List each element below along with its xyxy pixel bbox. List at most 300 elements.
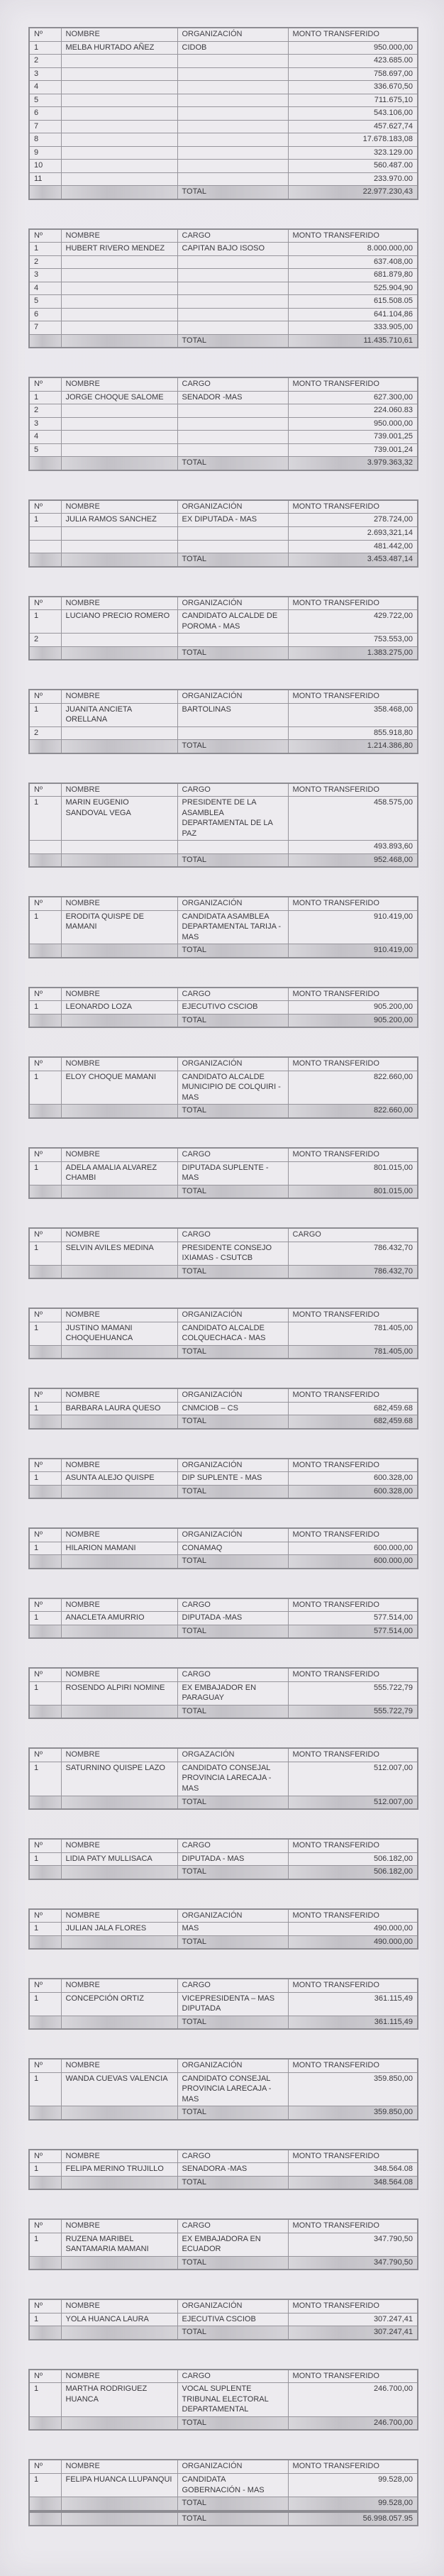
col-header-organizacion-cargo: CARGO — [177, 1668, 288, 1681]
col-header-n: Nº — [29, 1839, 61, 1852]
total-label: TOTAL — [177, 1796, 288, 1809]
col-header-nombre: NOMBRE — [61, 377, 177, 391]
total-amount: 600.328,00 — [288, 1485, 418, 1498]
cell-name: SELVIN AVILES MEDINA — [61, 1242, 177, 1265]
cell-n: 3 — [29, 269, 61, 282]
cell-org: EX EMBAJADOR EN PARAGUAY — [177, 1681, 288, 1705]
total-amount: 905.200,00 — [288, 1014, 418, 1027]
cell-amount: 429.722,00 — [288, 610, 418, 634]
table-row — [29, 443, 418, 457]
total-row — [29, 1705, 418, 1718]
cell-amount: 278.724,00 — [288, 514, 418, 527]
header-row — [29, 988, 418, 1001]
cell-name: LEONARDO LOZA — [61, 1001, 177, 1015]
total-row — [29, 553, 418, 567]
transfer-tables-container — [0, 27, 444, 2511]
total-row — [29, 853, 418, 867]
cell-org: CANDIDATO CONSEJAL PROVINCIA LARECAJA - MAS — [177, 2072, 288, 2106]
header-row — [29, 1057, 418, 1071]
table-row — [29, 1542, 418, 1555]
table-row — [29, 1681, 418, 1705]
total-label: TOTAL — [177, 2016, 288, 2029]
col-header-nombre: NOMBRE — [61, 1748, 177, 1762]
cell-n: 5 — [29, 94, 61, 107]
cell-n — [29, 1265, 61, 1278]
col-header-n: Nº — [29, 690, 61, 703]
total-amount: 786.432,70 — [288, 1265, 418, 1278]
table-row — [29, 81, 418, 94]
col-header-nombre: NOMBRE — [61, 2460, 177, 2473]
total-row — [29, 1265, 418, 1278]
cell-name: JULIA RAMOS SANCHEZ — [61, 514, 177, 527]
cell-n — [29, 646, 61, 660]
header-row — [29, 1668, 418, 1681]
transfer-table — [28, 2058, 418, 2121]
col-header-nombre: NOMBRE — [61, 1528, 177, 1542]
col-header-n: Nº — [29, 1748, 61, 1762]
cell-org — [177, 94, 288, 107]
total-label: TOTAL — [177, 2176, 288, 2189]
cell-name — [61, 2016, 177, 2029]
cell-n: 1 — [29, 1161, 61, 1185]
col-header-organizacion-cargo: ORGANIZACIÓN — [177, 28, 288, 41]
cell-n: 7 — [29, 321, 61, 335]
col-header-nombre: NOMBRE — [61, 597, 177, 610]
transfer-table — [28, 1598, 418, 1640]
cell-n — [29, 1625, 61, 1638]
cell-n — [29, 1185, 61, 1198]
transfer-table — [28, 689, 418, 754]
cell-amount: 307.247,41 — [288, 2313, 418, 2326]
transfer-table — [28, 2299, 418, 2340]
cell-n: 1 — [29, 1001, 61, 1015]
total-amount: 22.977.230,43 — [288, 186, 418, 199]
total-row — [29, 944, 418, 958]
cell-amount: 801.015,00 — [288, 1161, 418, 1185]
col-header-n: Nº — [29, 1308, 61, 1322]
col-header-organizacion-cargo: ORGANIZACIÓN — [177, 500, 288, 514]
cell-n: 5 — [29, 443, 61, 457]
cell-org: CANDIDATO ALCALDE DE POROMA - MAS — [177, 610, 288, 634]
cell-org — [177, 133, 288, 147]
col-header-monto-transferido: MONTO TRANSFERIDO — [288, 1388, 418, 1402]
cell-name — [61, 282, 177, 295]
total-label: TOTAL — [177, 1014, 288, 1027]
col-header-organizacion-cargo: CARGO — [177, 1839, 288, 1852]
cell-name — [61, 1705, 177, 1718]
cell-name — [61, 443, 177, 457]
cell-name: LIDIA PATY MULLISACA — [61, 1852, 177, 1866]
cell-name — [61, 172, 177, 186]
transfer-table — [28, 2218, 418, 2270]
total-row — [29, 2497, 418, 2511]
total-label: TOTAL — [177, 740, 288, 753]
col-header-nombre: NOMBRE — [61, 897, 177, 910]
cell-amount: 577.514,00 — [288, 1612, 418, 1625]
total-amount: 99.528,00 — [288, 2497, 418, 2511]
cell-n — [29, 1796, 61, 1809]
cell-name — [61, 404, 177, 418]
cell-n — [29, 1555, 61, 1569]
total-row — [29, 1415, 418, 1429]
col-header-n: Nº — [29, 2460, 61, 2473]
col-header-nombre: NOMBRE — [61, 1308, 177, 1322]
cell-amount: 512.007,00 — [288, 1762, 418, 1796]
cell-name — [61, 1014, 177, 1027]
col-header-monto-transferido: MONTO TRANSFERIDO — [288, 2150, 418, 2163]
table-row — [29, 41, 418, 55]
total-row — [29, 457, 418, 470]
cell-n: 1 — [29, 2233, 61, 2256]
cell-n: 1 — [29, 1681, 61, 1705]
cell-amount: 681.879,80 — [288, 269, 418, 282]
cell-n: 1 — [29, 1071, 61, 1105]
cell-amount: 905.200,00 — [288, 1001, 418, 1015]
cell-amount: 739.001,25 — [288, 431, 418, 444]
cell-n — [29, 1705, 61, 1718]
cell-name — [61, 841, 177, 854]
cell-name — [61, 186, 177, 199]
table-row — [29, 634, 418, 647]
col-header-n: Nº — [29, 229, 61, 243]
cell-name — [61, 1415, 177, 1429]
cell-org: MAS — [177, 1923, 288, 1936]
table-row — [29, 146, 418, 160]
cell-name — [61, 255, 177, 269]
transfer-table — [28, 1056, 418, 1119]
cell-n: 1 — [29, 243, 61, 256]
total-amount: 1.214.386,80 — [288, 740, 418, 753]
cell-n: 4 — [29, 431, 61, 444]
cell-org — [177, 255, 288, 269]
cell-name: ASUNTA ALEJO QUISPE — [61, 1472, 177, 1486]
cell-n: 1 — [29, 2163, 61, 2177]
cell-n — [29, 2176, 61, 2189]
cell-amount: 323.129.00 — [288, 146, 418, 160]
cell-amount: 600.000,00 — [288, 1542, 418, 1555]
cell-org: DIPUTADA -MAS — [177, 1612, 288, 1625]
cell-name — [61, 553, 177, 567]
cell-n: 2 — [29, 404, 61, 418]
header-row — [29, 1909, 418, 1923]
col-header-organizacion-cargo: CARGO — [177, 1979, 288, 1992]
cell-amount: 506.182,00 — [288, 1852, 418, 1866]
cell-name — [61, 1796, 177, 1809]
cell-amount: 358.468,00 — [288, 703, 418, 726]
cell-name — [61, 1265, 177, 1278]
cell-n — [29, 853, 61, 867]
transfer-table — [28, 1908, 418, 1950]
cell-name — [61, 160, 177, 173]
col-header-organizacion-cargo: ORGANIZACIÓN — [177, 1909, 288, 1923]
cell-name — [61, 457, 177, 470]
cell-org — [177, 81, 288, 94]
cell-name — [61, 107, 177, 121]
total-label: TOTAL — [177, 2497, 288, 2511]
cell-amount: 525.904,90 — [288, 282, 418, 295]
col-header-monto-transferido: MONTO TRANSFERIDO — [288, 500, 418, 514]
cell-name: FELIPA HUANCA LLUPANQUI — [61, 2474, 177, 2497]
total-label: TOTAL — [177, 1185, 288, 1198]
table-row — [29, 610, 418, 634]
total-label: TOTAL — [177, 1345, 288, 1359]
cell-amount: 493.893,60 — [288, 841, 418, 854]
cell-n: 1 — [29, 797, 61, 841]
cell-amount: 224.060.83 — [288, 404, 418, 418]
cell-name — [61, 2497, 177, 2511]
table-row — [29, 1161, 418, 1185]
total-row — [29, 1185, 418, 1198]
col-header-organizacion-cargo: CARGO — [177, 2370, 288, 2383]
header-row — [29, 1748, 418, 1762]
cell-org: DIPUTADA SUPLENTE - MAS — [177, 1161, 288, 1185]
cell-n — [29, 334, 61, 348]
col-header-monto-transferido: MONTO TRANSFERIDO — [288, 783, 418, 797]
total-label: TOTAL — [177, 853, 288, 867]
transfer-table — [28, 1838, 418, 1880]
cell-name: JUANITA ANCIETA ORELLANA — [61, 703, 177, 726]
cell-name — [61, 1625, 177, 1638]
cell-amount: 2.693,321,14 — [288, 526, 418, 540]
table-row — [29, 295, 418, 309]
cell-amount: 361.115,49 — [288, 1992, 418, 2016]
col-header-n: Nº — [29, 2219, 61, 2233]
col-header-n: Nº — [29, 897, 61, 910]
cell-amount: 99.528,00 — [288, 2474, 418, 2497]
table-row — [29, 1762, 418, 1796]
cell-org: CANDIDATA GOBERNACIÓN - MAS — [177, 2474, 288, 2497]
total-amount: 348.564.08 — [288, 2176, 418, 2189]
cell-name: BARBARA LAURA QUESO — [61, 1402, 177, 1415]
header-row — [29, 783, 418, 797]
total-row — [29, 2256, 418, 2270]
total-row — [29, 2016, 418, 2029]
table-row — [29, 910, 418, 944]
header-row — [29, 1979, 418, 1992]
col-header-nombre: NOMBRE — [61, 2059, 177, 2072]
cell-name — [61, 269, 177, 282]
cell-n: 1 — [29, 2313, 61, 2326]
table-row — [29, 255, 418, 269]
cell-amount: 641.104,86 — [288, 308, 418, 321]
col-header-organizacion-cargo: ORGANIZACIÓN — [177, 690, 288, 703]
cell-name — [61, 1555, 177, 1569]
cell-n: 1 — [29, 514, 61, 527]
cell-amount: 423.685.00 — [288, 55, 418, 68]
total-amount: 600.000,00 — [288, 1555, 418, 1569]
header-row — [29, 690, 418, 703]
col-header-nombre: NOMBRE — [61, 500, 177, 514]
total-amount: 3.453.487,14 — [288, 553, 418, 567]
col-header-organizacion-cargo: ORGANIZACIÓN — [177, 597, 288, 610]
transfer-table — [28, 228, 418, 349]
cell-n — [29, 1415, 61, 1429]
cell-n — [29, 841, 61, 854]
cell-n: 1 — [29, 703, 61, 726]
cell-amount: 711.675,10 — [288, 94, 418, 107]
transfer-table — [28, 1388, 418, 1430]
cell-n: 1 — [29, 610, 61, 634]
table-row — [29, 1612, 418, 1625]
cell-org — [177, 146, 288, 160]
col-header-monto-transferido: MONTO TRANSFERIDO — [288, 1909, 418, 1923]
total-row — [29, 1345, 418, 1359]
cell-amount: 481.442,00 — [288, 540, 418, 553]
header-row — [29, 1598, 418, 1612]
cell-n — [29, 457, 61, 470]
cell-org: VICEPRESIDENTA – MAS DIPUTADA — [177, 1992, 288, 2016]
total-label: TOTAL — [177, 1625, 288, 1638]
cell-amount: 560.487.00 — [288, 160, 418, 173]
total-amount: 952.468,00 — [288, 853, 418, 867]
cell-org — [177, 404, 288, 418]
transfer-table — [28, 596, 418, 661]
cell-org: VOCAL SUPLENTE TRIBUNAL ELECTORAL DEPARTAMENTAL — [177, 2383, 288, 2417]
cell-org — [177, 841, 288, 854]
col-header-n: Nº — [29, 28, 61, 41]
total-row — [29, 186, 418, 199]
cell-name — [61, 634, 177, 647]
table-row — [29, 514, 418, 527]
total-amount: 246.700,00 — [288, 2416, 418, 2430]
header-row — [29, 1148, 418, 1161]
header-row — [29, 1839, 418, 1852]
cell-amount: 855.918,80 — [288, 726, 418, 740]
col-header-n: Nº — [29, 2150, 61, 2163]
table-row — [29, 1071, 418, 1105]
total-row — [29, 1555, 418, 1569]
total-amount: 11.435.710,61 — [288, 334, 418, 348]
cell-name — [61, 2256, 177, 2270]
cell-org: EX DIPUTADA - MAS — [177, 514, 288, 527]
cell-n — [29, 2256, 61, 2270]
cell-name — [61, 1105, 177, 1118]
transfer-table — [28, 1527, 418, 1569]
total-amount: 910.419,00 — [288, 944, 418, 958]
transfer-table — [28, 987, 418, 1029]
col-header-monto-transferido: MONTO TRANSFERIDO — [288, 28, 418, 41]
col-header-nombre: NOMBRE — [61, 1909, 177, 1923]
cell-name — [61, 2176, 177, 2189]
col-header-organizacion-cargo: CARGO — [177, 1598, 288, 1612]
cell-n: 2 — [29, 55, 61, 68]
cell-name: MARIN EUGENIO SANDOVAL VEGA — [61, 797, 177, 841]
table-row — [29, 1322, 418, 1345]
col-header-monto-transferido: MONTO TRANSFERIDO — [288, 2460, 418, 2473]
cell-org — [177, 417, 288, 431]
cell-n: 2 — [29, 255, 61, 269]
cell-name — [61, 526, 177, 540]
cell-amount: 637.408,00 — [288, 255, 418, 269]
col-header-n: Nº — [29, 1528, 61, 1542]
col-header-monto-transferido: MONTO TRANSFERIDO — [288, 1148, 418, 1161]
transfer-table — [28, 896, 418, 958]
col-header-nombre: NOMBRE — [61, 28, 177, 41]
col-header-n: Nº — [29, 1057, 61, 1071]
transfer-table — [28, 2459, 418, 2511]
transfer-table — [28, 1978, 418, 2030]
cell-org — [177, 120, 288, 133]
col-header-n: Nº — [29, 377, 61, 391]
cell-name — [61, 1935, 177, 1949]
total-label: TOTAL — [177, 646, 288, 660]
cell-name: MELBA HURTADO AÑEZ — [61, 41, 177, 55]
cell-n: 1 — [29, 910, 61, 944]
cell-org — [177, 526, 288, 540]
col-header-monto-transferido: MONTO TRANSFERIDO — [288, 377, 418, 391]
table-row — [29, 797, 418, 841]
total-label: TOTAL — [177, 2256, 288, 2270]
cell-n: 1 — [29, 1542, 61, 1555]
cell-amount: 627.300,00 — [288, 391, 418, 404]
cell-amount: 347.790,50 — [288, 2233, 418, 2256]
cell-org — [177, 269, 288, 282]
col-header-monto-transferido: MONTO TRANSFERIDO — [288, 2370, 418, 2383]
cell-n — [29, 2512, 61, 2526]
col-header-n: Nº — [29, 1598, 61, 1612]
col-header-monto-transferido: MONTO TRANSFERIDO — [288, 2299, 418, 2313]
table-row — [29, 417, 418, 431]
total-amount: 577.514,00 — [288, 1625, 418, 1638]
cell-org — [177, 55, 288, 68]
cell-n: 1 — [29, 1472, 61, 1486]
col-header-nombre: NOMBRE — [61, 1668, 177, 1681]
table-row — [29, 726, 418, 740]
cell-amount: 17.678.183,08 — [288, 133, 418, 147]
cell-amount: 233.970.00 — [288, 172, 418, 186]
cell-name — [61, 308, 177, 321]
header-row — [29, 2150, 418, 2163]
cell-n: 5 — [29, 295, 61, 309]
col-header-monto-transferido: CARGO — [288, 1228, 418, 1242]
cell-name — [61, 120, 177, 133]
header-row — [29, 229, 418, 243]
col-header-monto-transferido: MONTO TRANSFERIDO — [288, 1839, 418, 1852]
transfer-table — [28, 1747, 418, 1810]
cell-amount: 950.000,00 — [288, 417, 418, 431]
col-header-n: Nº — [29, 988, 61, 1001]
cell-amount: 822.660,00 — [288, 1071, 418, 1105]
cell-name: YOLA HUANCA LAURA — [61, 2313, 177, 2326]
col-header-monto-transferido: MONTO TRANSFERIDO — [288, 1598, 418, 1612]
col-header-monto-transferido: MONTO TRANSFERIDO — [288, 2059, 418, 2072]
header-row — [29, 2370, 418, 2383]
col-header-nombre: NOMBRE — [61, 1979, 177, 1992]
cell-amount: 543.106,00 — [288, 107, 418, 121]
transfer-table — [28, 1227, 418, 1279]
cell-n — [29, 2497, 61, 2511]
col-header-nombre: NOMBRE — [61, 1388, 177, 1402]
cell-org — [177, 321, 288, 335]
cell-org: EJECUTIVA CSCIOB — [177, 2313, 288, 2326]
cell-amount: 359.850,00 — [288, 2072, 418, 2106]
col-header-monto-transferido: MONTO TRANSFERIDO — [288, 988, 418, 1001]
cell-org: CIDOB — [177, 41, 288, 55]
cell-org: CANDIDATA ASAMBLEA DEPARTAMENTAL TARIJA - MAS — [177, 910, 288, 944]
transfer-table — [28, 27, 418, 200]
table-row — [29, 133, 418, 147]
table-row — [29, 308, 418, 321]
col-header-organizacion-cargo: CARGO — [177, 783, 288, 797]
total-row — [29, 1105, 418, 1118]
cell-name: ERODITA QUISPE DE MAMANI — [61, 910, 177, 944]
cell-n — [29, 740, 61, 753]
col-header-nombre: NOMBRE — [61, 1148, 177, 1161]
cell-n: 1 — [29, 1402, 61, 1415]
cell-amount: 458.575,00 — [288, 797, 418, 841]
cell-amount: 333.905,00 — [288, 321, 418, 335]
col-header-organizacion-cargo: ORGANIZACIÓN — [177, 1528, 288, 1542]
